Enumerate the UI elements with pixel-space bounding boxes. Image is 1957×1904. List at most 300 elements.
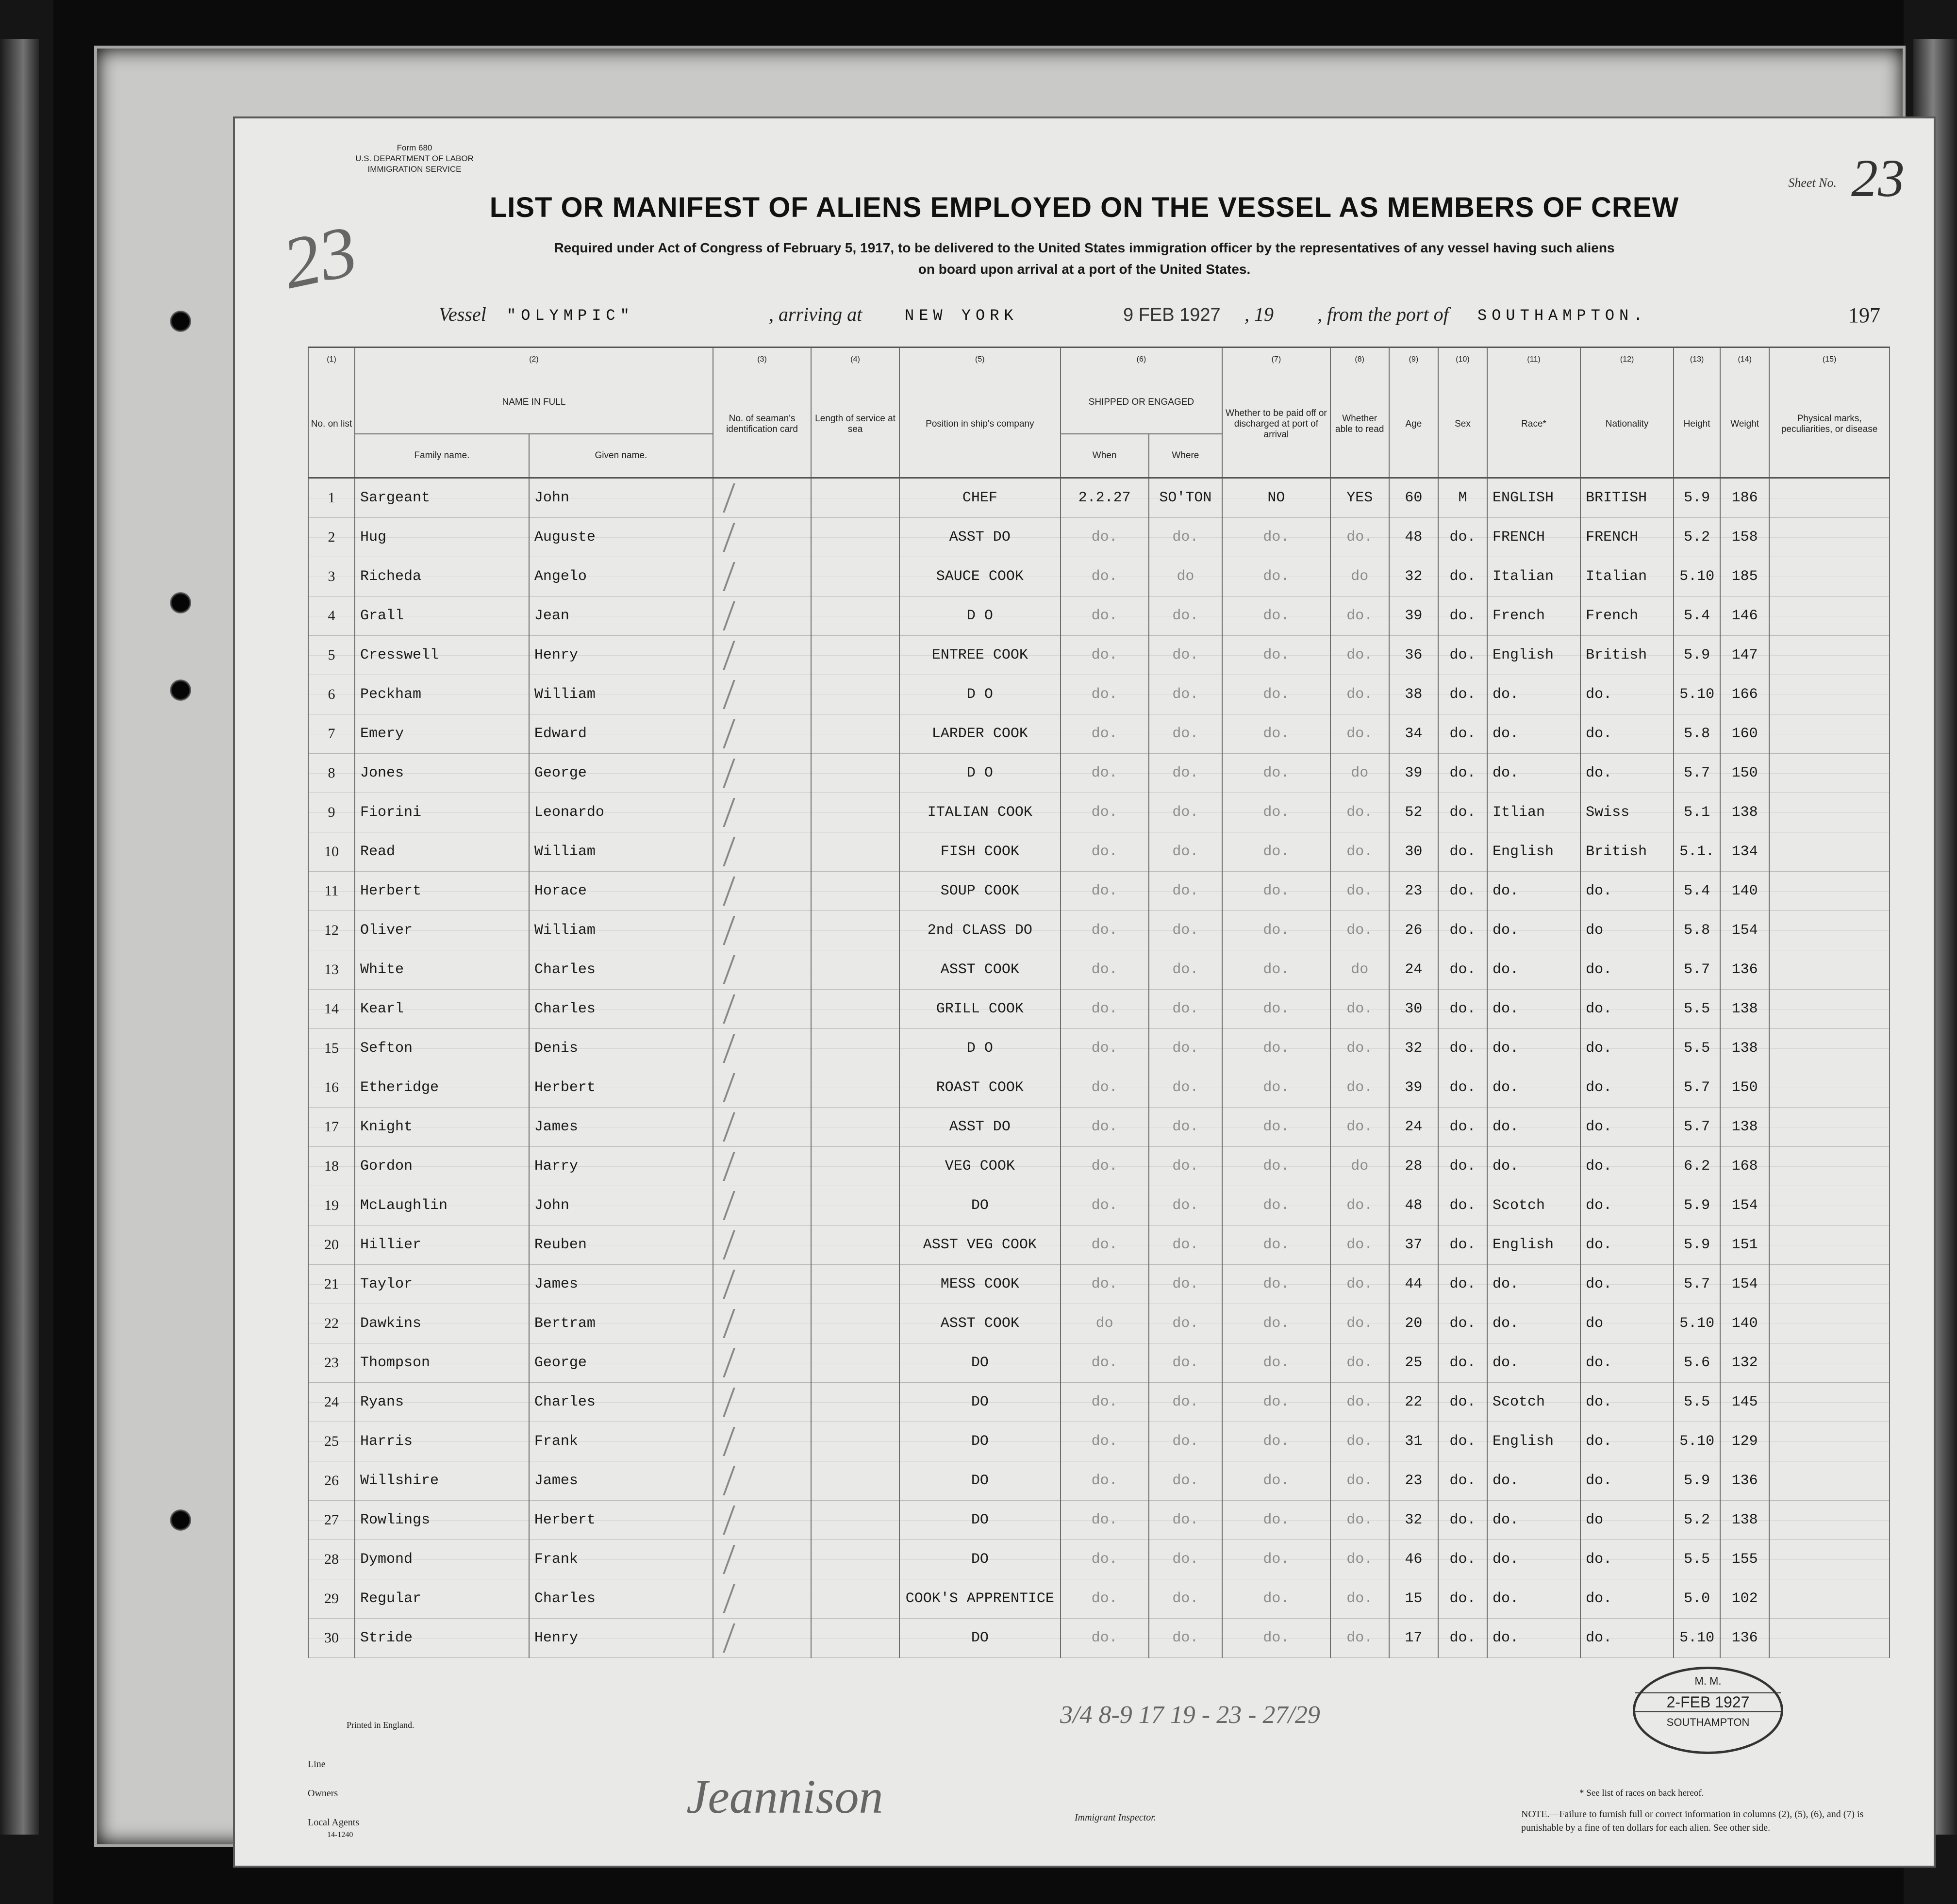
cell-when: do.	[1061, 793, 1149, 832]
cell-family: Harris	[355, 1422, 529, 1461]
cell-when: do.	[1061, 1619, 1149, 1658]
cell-race: do.	[1487, 1619, 1580, 1658]
empty-cell	[811, 1186, 899, 1225]
cell-paid: do.	[1222, 754, 1330, 793]
cell-when: do.	[1061, 1186, 1149, 1225]
cell-age: 25	[1389, 1343, 1438, 1383]
cell-given: Jean	[529, 596, 713, 636]
cell-when: do.	[1061, 596, 1149, 636]
empty-cell	[1769, 1225, 1890, 1265]
cell-where: do.	[1149, 754, 1223, 793]
cell-when: do	[1061, 1304, 1149, 1343]
table-row	[308, 950, 1890, 990]
check-mark-icon	[723, 955, 789, 984]
empty-cell	[811, 990, 899, 1029]
cell-when: do.	[1061, 1147, 1149, 1186]
empty-cell	[811, 911, 899, 950]
empty-cell	[811, 832, 899, 872]
table-row	[308, 596, 1890, 636]
cell-where: do.	[1149, 1619, 1223, 1658]
cell-no: 10	[308, 832, 355, 872]
cell-age: 36	[1389, 636, 1438, 675]
header-name-in-full: NAME IN FULL	[355, 371, 713, 434]
cell-when: do.	[1061, 675, 1149, 714]
cell-given: Bertram	[529, 1304, 713, 1343]
cell-paid: do.	[1222, 675, 1330, 714]
cell-height: 5.5	[1674, 990, 1720, 1029]
cell-race: do.	[1487, 872, 1580, 911]
cell-height: 5.7	[1674, 1265, 1720, 1304]
cell-family: Peckham	[355, 675, 529, 714]
header-no-on-list: No. on list	[308, 371, 355, 478]
cell-age: 20	[1389, 1304, 1438, 1343]
empty-cell	[811, 1343, 899, 1383]
document-paper	[97, 49, 1903, 1844]
cell-no: 21	[308, 1265, 355, 1304]
cell-where: do.	[1149, 1225, 1223, 1265]
cell-height: 5.4	[1674, 596, 1720, 636]
cell-position: GRILL COOK	[899, 990, 1061, 1029]
cell-family: Dymond	[355, 1540, 529, 1579]
cell-position: COOK'S APPRENTICE	[899, 1579, 1061, 1619]
empty-cell	[1769, 1579, 1890, 1619]
cell-no: 24	[308, 1383, 355, 1422]
cell-height: 5.4	[1674, 872, 1720, 911]
cell-weight: 155	[1720, 1540, 1769, 1579]
cell-paid: do.	[1222, 1147, 1330, 1186]
cell-given: James	[529, 1265, 713, 1304]
cell-given: John	[529, 1186, 713, 1225]
cell-read: do	[1330, 950, 1389, 990]
binder-hole	[170, 592, 191, 613]
cell-no: 2	[308, 518, 355, 557]
cell-family: Ryans	[355, 1383, 529, 1422]
cell-no: 1	[308, 478, 355, 518]
cell-when: do.	[1061, 1265, 1149, 1304]
table-row	[308, 1343, 1890, 1383]
empty-cell	[1769, 478, 1890, 518]
col-num: (13)	[1674, 348, 1720, 372]
cell-age: 23	[1389, 872, 1438, 911]
table-row	[308, 1068, 1890, 1108]
empty-cell	[811, 636, 899, 675]
table-row	[308, 1225, 1890, 1265]
cell-paid: do.	[1222, 1501, 1330, 1540]
cell-weight: 134	[1720, 832, 1769, 872]
cell-paid: do.	[1222, 1265, 1330, 1304]
empty-cell	[1769, 1383, 1890, 1422]
cell-when: do.	[1061, 518, 1149, 557]
cell-no: 13	[308, 950, 355, 990]
cell-no: 20	[308, 1225, 355, 1265]
check-mark-cell	[713, 1068, 811, 1108]
cell-age: 24	[1389, 950, 1438, 990]
cell-where: do.	[1149, 1304, 1223, 1343]
header-able-read: Whether able to read	[1330, 371, 1389, 478]
cell-weight: 158	[1720, 518, 1769, 557]
cell-given: Herbert	[529, 1501, 713, 1540]
cell-nat: do.	[1580, 1383, 1674, 1422]
cell-paid: do.	[1222, 636, 1330, 675]
empty-cell	[811, 1540, 899, 1579]
cell-read: do.	[1330, 1265, 1389, 1304]
cell-race: do.	[1487, 1304, 1580, 1343]
empty-cell	[1769, 1108, 1890, 1147]
cell-read: do.	[1330, 1343, 1389, 1383]
cell-where: do.	[1149, 793, 1223, 832]
cell-paid: do.	[1222, 872, 1330, 911]
empty-cell	[1769, 793, 1890, 832]
cell-sex: do.	[1438, 557, 1487, 596]
cell-given: James	[529, 1108, 713, 1147]
cell-position: DO	[899, 1501, 1061, 1540]
table-row	[308, 557, 1890, 596]
penalty-note: NOTE.—Failure to furnish full or correct information in columns (2), (5), (6), and (7) is punishable by a fine of ten dollars for each alien. See other side.	[1521, 1809, 1864, 1833]
header-physical: Physical marks, peculiarities, or disease	[1769, 371, 1890, 478]
cell-when: do.	[1061, 754, 1149, 793]
cell-position: ENTREE COOK	[899, 636, 1061, 675]
cell-race: Scotch	[1487, 1383, 1580, 1422]
cell-paid: do.	[1222, 1343, 1330, 1383]
cell-weight: 154	[1720, 1265, 1769, 1304]
cell-sex: do.	[1438, 675, 1487, 714]
cell-age: 52	[1389, 793, 1438, 832]
vessel-line	[235, 303, 1934, 332]
cell-where: do.	[1149, 1422, 1223, 1461]
cell-paid: do.	[1222, 557, 1330, 596]
cell-sex: do.	[1438, 1147, 1487, 1186]
cell-read: do.	[1330, 832, 1389, 872]
empty-cell	[811, 557, 899, 596]
check-mark-icon	[723, 877, 789, 906]
cell-height: 5.0	[1674, 1579, 1720, 1619]
header-family-name: Family name.	[355, 434, 529, 478]
header-paid-off: Whether to be paid off or discharged at port of arrival	[1222, 371, 1330, 478]
cell-weight: 138	[1720, 1029, 1769, 1068]
cell-read: do.	[1330, 518, 1389, 557]
cell-sex: do.	[1438, 1461, 1487, 1501]
cell-nat: do.	[1580, 1579, 1674, 1619]
stamp-bottom: SOUTHAMPTON	[1666, 1716, 1750, 1728]
cell-where: do.	[1149, 596, 1223, 636]
cell-where: do.	[1149, 832, 1223, 872]
cell-given: Frank	[529, 1422, 713, 1461]
cell-given: Horace	[529, 872, 713, 911]
cell-sex: do.	[1438, 990, 1487, 1029]
cell-nat: Swiss	[1580, 793, 1674, 832]
cell-sex: do.	[1438, 714, 1487, 754]
cell-sex: do.	[1438, 793, 1487, 832]
cell-no: 17	[308, 1108, 355, 1147]
cell-weight: 138	[1720, 990, 1769, 1029]
cell-when: do.	[1061, 1461, 1149, 1501]
check-mark-cell	[713, 1422, 811, 1461]
col-num: (15)	[1769, 348, 1890, 372]
cell-sex: do.	[1438, 1225, 1487, 1265]
empty-cell	[811, 1108, 899, 1147]
cell-when: do.	[1061, 636, 1149, 675]
cell-no: 18	[308, 1147, 355, 1186]
empty-cell	[811, 1225, 899, 1265]
cell-position: ITALIAN COOK	[899, 793, 1061, 832]
cell-read: do.	[1330, 1304, 1389, 1343]
cell-given: John	[529, 478, 713, 518]
crew-rows	[308, 478, 1890, 1658]
cell-position: ASST COOK	[899, 950, 1061, 990]
cell-no: 19	[308, 1186, 355, 1225]
header-where: Where	[1149, 434, 1223, 478]
check-mark-icon	[723, 837, 789, 866]
cell-weight: 136	[1720, 1619, 1769, 1658]
cell-nat: Italian	[1580, 557, 1674, 596]
cell-no: 5	[308, 636, 355, 675]
handwritten-signature: Jeannison	[686, 1770, 883, 1823]
table-row	[308, 1540, 1890, 1579]
table-row	[308, 1383, 1890, 1422]
cell-nat: do.	[1580, 1540, 1674, 1579]
header-sex: Sex	[1438, 371, 1487, 478]
cell-age: 34	[1389, 714, 1438, 754]
cell-when: do.	[1061, 872, 1149, 911]
cell-sex: do.	[1438, 636, 1487, 675]
cell-read: do	[1330, 754, 1389, 793]
cell-age: 48	[1389, 1186, 1438, 1225]
table-row	[308, 1619, 1890, 1658]
cell-when: do.	[1061, 832, 1149, 872]
cell-nat: do.	[1580, 675, 1674, 714]
cell-height: 6.2	[1674, 1147, 1720, 1186]
cell-weight: 151	[1720, 1225, 1769, 1265]
cell-when: do.	[1061, 990, 1149, 1029]
col-num: (6)	[1061, 348, 1223, 372]
check-mark-icon	[723, 759, 789, 788]
cell-nat: British	[1580, 832, 1674, 872]
cell-position: ASST VEG COOK	[899, 1225, 1061, 1265]
cell-age: 15	[1389, 1579, 1438, 1619]
table-row	[308, 518, 1890, 557]
cell-paid: do.	[1222, 1579, 1330, 1619]
empty-cell	[1769, 832, 1890, 872]
cell-read: do.	[1330, 714, 1389, 754]
cell-nat: do.	[1580, 990, 1674, 1029]
binder-hole	[170, 679, 191, 701]
cell-position: D O	[899, 675, 1061, 714]
check-mark-icon	[723, 641, 789, 670]
cell-race: do.	[1487, 1501, 1580, 1540]
cell-sex: do.	[1438, 1540, 1487, 1579]
cell-when: do.	[1061, 1501, 1149, 1540]
cell-where: do.	[1149, 950, 1223, 990]
table-row	[308, 1147, 1890, 1186]
cell-sex: do.	[1438, 596, 1487, 636]
cell-nat: do.	[1580, 950, 1674, 990]
southampton-stamp	[1633, 1667, 1783, 1754]
check-mark-cell	[713, 1108, 811, 1147]
cell-race: ENGLISH	[1487, 478, 1580, 518]
col-num: (9)	[1389, 348, 1438, 372]
check-mark-cell	[713, 1579, 811, 1619]
cell-age: 48	[1389, 518, 1438, 557]
cell-family: Grall	[355, 596, 529, 636]
cell-nat: do.	[1580, 872, 1674, 911]
cell-no: 16	[308, 1068, 355, 1108]
cell-read: do.	[1330, 675, 1389, 714]
cell-sex: do.	[1438, 1068, 1487, 1108]
empty-cell	[811, 950, 899, 990]
cell-weight: 185	[1720, 557, 1769, 596]
cell-position: ROAST COOK	[899, 1068, 1061, 1108]
cell-weight: 140	[1720, 1304, 1769, 1343]
empty-cell	[811, 793, 899, 832]
cell-race: do.	[1487, 754, 1580, 793]
cell-nat: do.	[1580, 1029, 1674, 1068]
cell-position: DO	[899, 1619, 1061, 1658]
check-mark-icon	[723, 719, 789, 748]
empty-cell	[1769, 675, 1890, 714]
col-num: (5)	[899, 348, 1061, 372]
header-length-service: Length of service at sea	[811, 371, 899, 478]
col-num: (2)	[355, 348, 713, 372]
cell-read: do.	[1330, 911, 1389, 950]
cell-where: do.	[1149, 1343, 1223, 1383]
cell-weight: 102	[1720, 1579, 1769, 1619]
cell-height: 5.8	[1674, 714, 1720, 754]
cell-sex: do.	[1438, 1265, 1487, 1304]
scan-left-margin	[0, 0, 53, 1904]
cell-race: French	[1487, 596, 1580, 636]
cell-no: 8	[308, 754, 355, 793]
cell-height: 5.10	[1674, 1619, 1720, 1658]
cell-position: 2nd CLASS DO	[899, 911, 1061, 950]
table-row	[308, 872, 1890, 911]
cell-position: D O	[899, 596, 1061, 636]
check-mark-cell	[713, 1501, 811, 1540]
cell-paid: do.	[1222, 1619, 1330, 1658]
cell-given: Harry	[529, 1147, 713, 1186]
cell-when: do.	[1061, 1383, 1149, 1422]
cell-where: do.	[1149, 518, 1223, 557]
header-age: Age	[1389, 371, 1438, 478]
cell-sex: do.	[1438, 832, 1487, 872]
cell-position: SAUCE COOK	[899, 557, 1061, 596]
cell-race: do.	[1487, 714, 1580, 754]
cell-where: do.	[1149, 1501, 1223, 1540]
cell-sex: do.	[1438, 1029, 1487, 1068]
cell-where: do.	[1149, 911, 1223, 950]
empty-cell	[1769, 1619, 1890, 1658]
cell-family: White	[355, 950, 529, 990]
cell-family: Rowlings	[355, 1501, 529, 1540]
empty-cell	[1769, 1068, 1890, 1108]
cell-age: 31	[1389, 1422, 1438, 1461]
cell-position: LARDER COOK	[899, 714, 1061, 754]
cell-nat: do.	[1580, 1225, 1674, 1265]
cell-no: 15	[308, 1029, 355, 1068]
check-mark-cell	[713, 1225, 811, 1265]
check-mark-cell	[713, 714, 811, 754]
check-mark-icon	[723, 1073, 789, 1102]
empty-cell	[811, 1422, 899, 1461]
cell-race: do.	[1487, 675, 1580, 714]
table-row	[308, 754, 1890, 793]
cell-read: do.	[1330, 636, 1389, 675]
cell-race: FRENCH	[1487, 518, 1580, 557]
cell-family: Cresswell	[355, 636, 529, 675]
owners-label: Owners	[308, 1788, 338, 1799]
check-mark-cell	[713, 1186, 811, 1225]
empty-cell	[1769, 1461, 1890, 1501]
cell-race: do.	[1487, 1147, 1580, 1186]
cell-given: Frank	[529, 1540, 713, 1579]
cell-paid: do.	[1222, 596, 1330, 636]
cell-nat: BRITISH	[1580, 478, 1674, 518]
empty-cell	[1769, 754, 1890, 793]
check-mark-icon	[723, 1309, 789, 1338]
col-num: (11)	[1487, 348, 1580, 372]
cell-read: YES	[1330, 478, 1389, 518]
cell-height: 5.5	[1674, 1540, 1720, 1579]
cell-read: do.	[1330, 1422, 1389, 1461]
cell-where: do.	[1149, 636, 1223, 675]
cell-read: do.	[1330, 872, 1389, 911]
cell-nat: FRENCH	[1580, 518, 1674, 557]
cell-given: Charles	[529, 1579, 713, 1619]
cell-where: SO'TON	[1149, 478, 1223, 518]
header-position: Position in ship's company	[899, 371, 1061, 478]
check-mark-cell	[713, 1304, 811, 1343]
cell-paid: do.	[1222, 518, 1330, 557]
check-mark-cell	[713, 911, 811, 950]
table-row	[308, 714, 1890, 754]
cell-nat: do.	[1580, 1186, 1674, 1225]
cell-height: 5.8	[1674, 911, 1720, 950]
cell-no: 12	[308, 911, 355, 950]
cell-family: Thompson	[355, 1343, 529, 1383]
cell-age: 39	[1389, 1068, 1438, 1108]
empty-cell	[1769, 1422, 1890, 1461]
table-row	[308, 1501, 1890, 1540]
cell-given: Edward	[529, 714, 713, 754]
cell-no: 25	[308, 1422, 355, 1461]
cell-when: do.	[1061, 1225, 1149, 1265]
cell-position: CHEF	[899, 478, 1061, 518]
cell-no: 26	[308, 1461, 355, 1501]
check-mark-cell	[713, 990, 811, 1029]
cell-no: 29	[308, 1579, 355, 1619]
cell-family: McLaughlin	[355, 1186, 529, 1225]
cell-paid: do.	[1222, 1068, 1330, 1108]
cell-read: do.	[1330, 596, 1389, 636]
empty-cell	[811, 518, 899, 557]
check-mark-cell	[713, 557, 811, 596]
cell-given: Herbert	[529, 1068, 713, 1108]
cell-age: 26	[1389, 911, 1438, 950]
page-title: LIST OR MANIFEST OF ALIENS EMPLOYED ON THE VESSEL AS MEMBERS OF CREW	[489, 192, 1679, 223]
cell-where: do.	[1149, 1068, 1223, 1108]
header-id-card: No. of seaman's identification card	[713, 371, 811, 478]
cell-height: 5.10	[1674, 1304, 1720, 1343]
cell-family: Emery	[355, 714, 529, 754]
cell-position: D O	[899, 754, 1061, 793]
empty-cell	[1769, 1501, 1890, 1540]
cell-nat: do.	[1580, 1068, 1674, 1108]
table-row	[308, 1461, 1890, 1501]
cell-paid: do.	[1222, 1383, 1330, 1422]
sheet-number: 23	[1851, 149, 1905, 208]
cell-race: do.	[1487, 1029, 1580, 1068]
cell-family: Hillier	[355, 1225, 529, 1265]
cell-weight: 138	[1720, 793, 1769, 832]
